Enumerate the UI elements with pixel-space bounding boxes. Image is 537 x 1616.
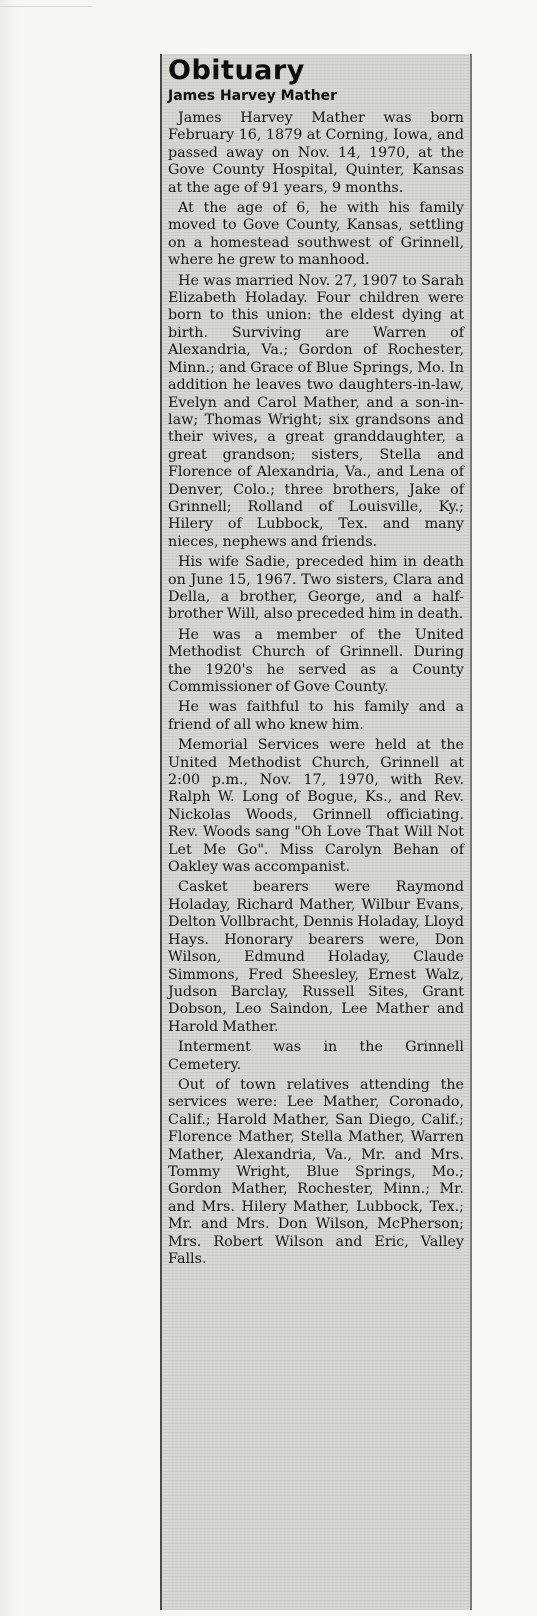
paragraph-memorial-services: Memorial Services were held at the United Methodist Church, Grinnell at 2:00 p.m., Nov. 17, 1970, with Rev. Ralph W. Long of Bogue, Ks., and Rev. Nickolas Woods, Grinnell officiating. Rev. Woods sang "Oh Love That Will Not Let Me Go". Miss Carolyn Behan of Oakley was accompanist. bbox=[168, 737, 464, 876]
paragraph-family-survivors: He was married Nov. 27, 1907 to Sarah Elizabeth Holaday. Four children were born to this union: the eldest dying at birth. Surviving are Warren of Alexandria, Va.; Gordon of Rochester, Minn.; and Grace of Blue Springs, Mo. In addition he leaves two daughters-in-law, Evelyn and Carol Mather, and a son-in-law; Thomas Wright; six grandsons and their wives, a great granddaughter, a great grandson; sisters, Stella and Florence of Alexandria, Va., and Lena of Denver, Colo.; three brothers, Jake of Grinnell; Rolland of Louisville, Ky.; Hilery of Lubbock, Tex. and many nieces, nephews and friends. bbox=[168, 272, 464, 550]
paragraph-bearers: Casket bearers were Raymond Holaday, Richard Mather, Wilbur Evans, Delton Vollbracht, Dennis Holaday, Lloyd Hays. Honorary bearers were, Don Wilson, Edmund Holaday, Claude Simmons, Fred Sheesley, Ernest Walz, Judson Barclay, Russell Sites, Grant Dobson, Leo Saindon, Lee Mather and Harold Mather. bbox=[168, 879, 464, 1035]
paragraph-character: He was faithful to his family and a friend of all who knew him. bbox=[168, 699, 464, 733]
paragraph-preceded-in-death: His wife Sadie, preceded him in death on June 15, 1967. Two sisters, Clara and Della, a brother, George, and a half-brother Will, also preceded him in death. bbox=[168, 554, 464, 623]
obituary-masthead: Obituary bbox=[168, 55, 305, 86]
paragraph-childhood: At the age of 6, he with his family moved to Gove County, Kansas, settling on a homestead southwest of Grinnell, where he grew to manhood. bbox=[168, 200, 464, 269]
paragraph-relatives-attending: Out of town relatives attending the services were: Lee Mather, Coronado, Calif.; Harold Mather, San Diego, Calif.; Florence Mather, Stella Mather, Warren Mather, Alexandria, Va., Mr. and Mrs. Tommy Wright, Blue Springs, Mo.; Gordon Mather, Rochester, Minn.; Mr. and Mrs. Hilery Mather, Lubbock, Tex.; Mr. and Mrs. Don Wilson, McPherson; Mrs. Robert Wilson and Eric, Valley Falls. bbox=[168, 1076, 464, 1267]
paragraph-church-service: He was a member of the United Methodist Church of Grinnell. During the 1920's he served as a County Commissioner of Gove County. bbox=[168, 626, 464, 695]
paragraph-birth-death: James Harvey Mather was born February 16, 1879 at Corning, Iowa, and passed away on Nov. 14, 1970, at the Gove County Hospital, Quinter, Kansas at the age of 91 years, 9 months. bbox=[168, 110, 464, 196]
obituary-headline: James Harvey Mather bbox=[168, 88, 338, 104]
newspaper-clipping bbox=[160, 54, 472, 1610]
scan-edge-line bbox=[0, 6, 92, 7]
paragraph-interment: Interment was in the Grinnell Cemetery. bbox=[168, 1039, 464, 1073]
